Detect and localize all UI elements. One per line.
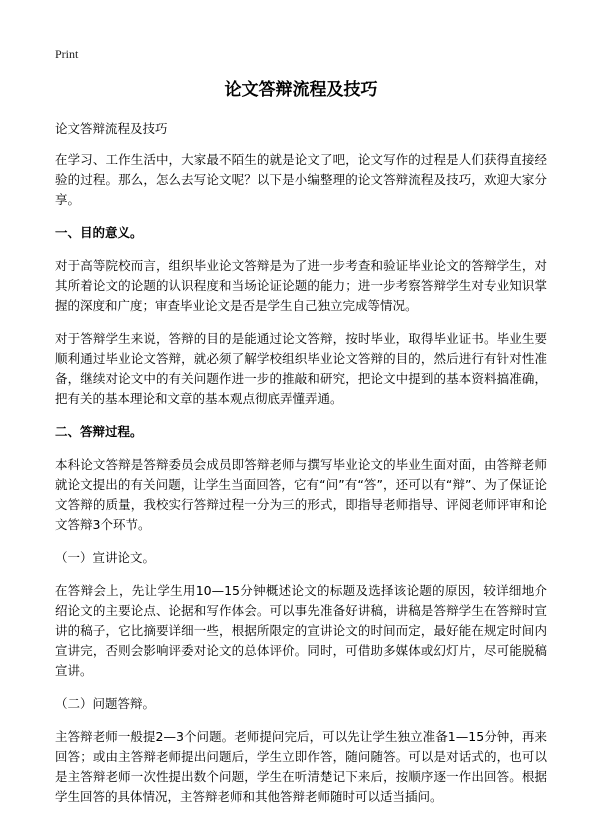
subsection-1-heading: （一）宣讲论文。 <box>55 550 156 565</box>
section-2-heading: 二、答辩过程。 <box>55 424 143 439</box>
section-1-paragraph-2: 对于答辩学生来说，答辩的目的是能通过论文答辩，按时毕业，取得毕业证书。毕业生要顺利通过毕业论文答辩，就必须了解学校组织毕业论文答辩的目的，然后进行有针对性准备，继续对论文中的有关问题作进一步的推敲和研究，把论文中提到的基本资料搞准确，把有关的基本理论和文章的基本观点彻底弄懂弄通。 <box>55 331 547 406</box>
intro-paragraph: 在学习、工作生活中，大家最不陌生的就是论文了吧，论文写作的过程是人们获得直接经验的过程。那么，怎么去写论文呢？以下是小编整理的论文答辩流程及技巧，欢迎大家分享。 <box>55 152 547 207</box>
subsection-1-paragraph: 在答辩会上，先让学生用10—15分钟概述论文的标题及选择该论题的原因，较详细地介绍论文的主要论点、论据和写作体会。可以事先准备好讲稿，讲稿是答辩学生在答辩时宣讲的稿子，它比摘要详细一些，根据所限定的宣讲论文的时间而定，最好能在规定时间内宣讲完，否则会影响评委对论文的总体评价。同时，可借助多媒体或幻灯片，尽可能脱稿宣讲。 <box>55 583 547 678</box>
print-link[interactable]: Print <box>55 47 79 61</box>
section-2-paragraph-1: 本科论文答辩是答辩委员会成员即答辩老师与撰写毕业论文的毕业生面对面，由答辩老师就论文提出的有关问题，让学生当面回答，它有“问”有“答”，还可以有“辩”、为了保证论文答辩的质量，我校实行答辩过程一分为三的形式，即指导老师指导、评阅老师评审和论文答辩3个环节。 <box>55 457 547 532</box>
document-body <box>55 118 547 820</box>
subsection-2-paragraph: 主答辩老师一般提2—3个问题。老师提问完后，可以先让学生独立准备1—15分钟，再来回答；或由主答辩老师提出问题后，学生立即作答，随问随答。可以是对话式的，也可以是主答辩老师一次性提出数个问题，学生在听清楚记下来后，按顺序逐一作出回答。根据学生回答的具体情况，主答辩老师和其他答辩老师随时可以适当插问。 <box>55 729 547 804</box>
subsection-2-heading: （二）问题答辩。 <box>55 696 156 711</box>
section-1-heading: 一、目的意义。 <box>55 225 143 240</box>
section-1-paragraph-1: 对于高等院校而言，组织毕业论文答辩是为了进一步考查和验证毕业论文的答辩学生，对其所着论文的论题的认识程度和当场论证论题的能力；进一步考察答辩学生对专业知识掌握的深度和广度；审查毕业论文是否是学生自己独立完成等情况。 <box>55 258 547 313</box>
document-subtitle: 论文答辩流程及技巧 <box>55 121 168 136</box>
document-title: 论文答辩流程及技巧 <box>224 80 378 100</box>
